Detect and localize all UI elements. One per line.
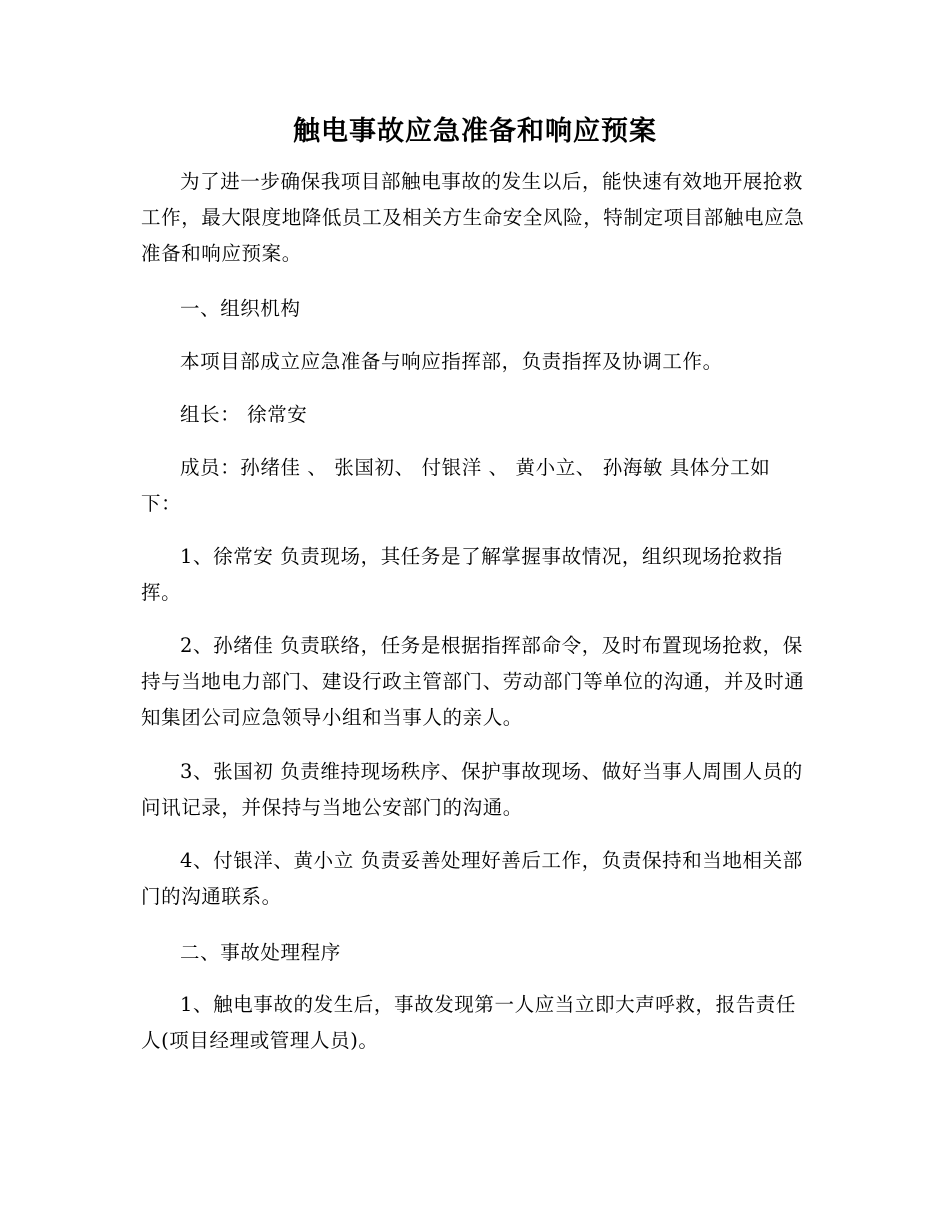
duty-item-4: 4、付银洋、黄小立 负责妥善处理好善后工作，负责保持和当地相关部门的沟通联系。	[141, 849, 803, 908]
section-heading-organization: 一、组织机构	[180, 297, 301, 320]
procedure-item-1: 1、触电事故的发生后，事故发现第一人应当立即大声呼救，报告责任人(项目经理或管理人员)。	[141, 993, 797, 1052]
document-title: 触电事故应急准备和响应预案	[293, 116, 657, 147]
duty-item-1: 1、徐常安 负责现场，其任务是了解掌握事故情况，组织现场抢救指挥。	[141, 545, 783, 604]
organization-paragraph: 本项目部成立应急准备与响应指挥部，负责指挥及协调工作。	[180, 350, 723, 373]
duty-item-2: 2、孙绪佳 负责联络，任务是根据指挥部命令，及时布置现场抢救，保持与当地电力部门、建设行政主管部门、劳动部门等单位的沟通，并及时通知集团公司应急领导小组和当事人的亲人。	[141, 634, 805, 729]
team-members-paragraph: 成员：孙绪佳 、 张国初、 付银洋 、 黄小立、 孙海敏 具体分工如下：	[141, 456, 771, 515]
duty-item-3: 3、张国初 负责维持现场秩序、保护事故现场、做好当事人周围人员的问讯记录，并保持与当地公安部门的沟通。	[141, 760, 803, 819]
team-leader-line: 组长： 徐常安	[180, 403, 308, 426]
section-heading-procedure: 二、事故处理程序	[180, 941, 341, 964]
intro-paragraph: 为了进一步确保我项目部触电事故的发生以后，能快速有效地开展抢救工作，最大限度地降低员工及相关方生命安全风险，特制定项目部触电应急准备和响应预案。	[141, 170, 805, 265]
